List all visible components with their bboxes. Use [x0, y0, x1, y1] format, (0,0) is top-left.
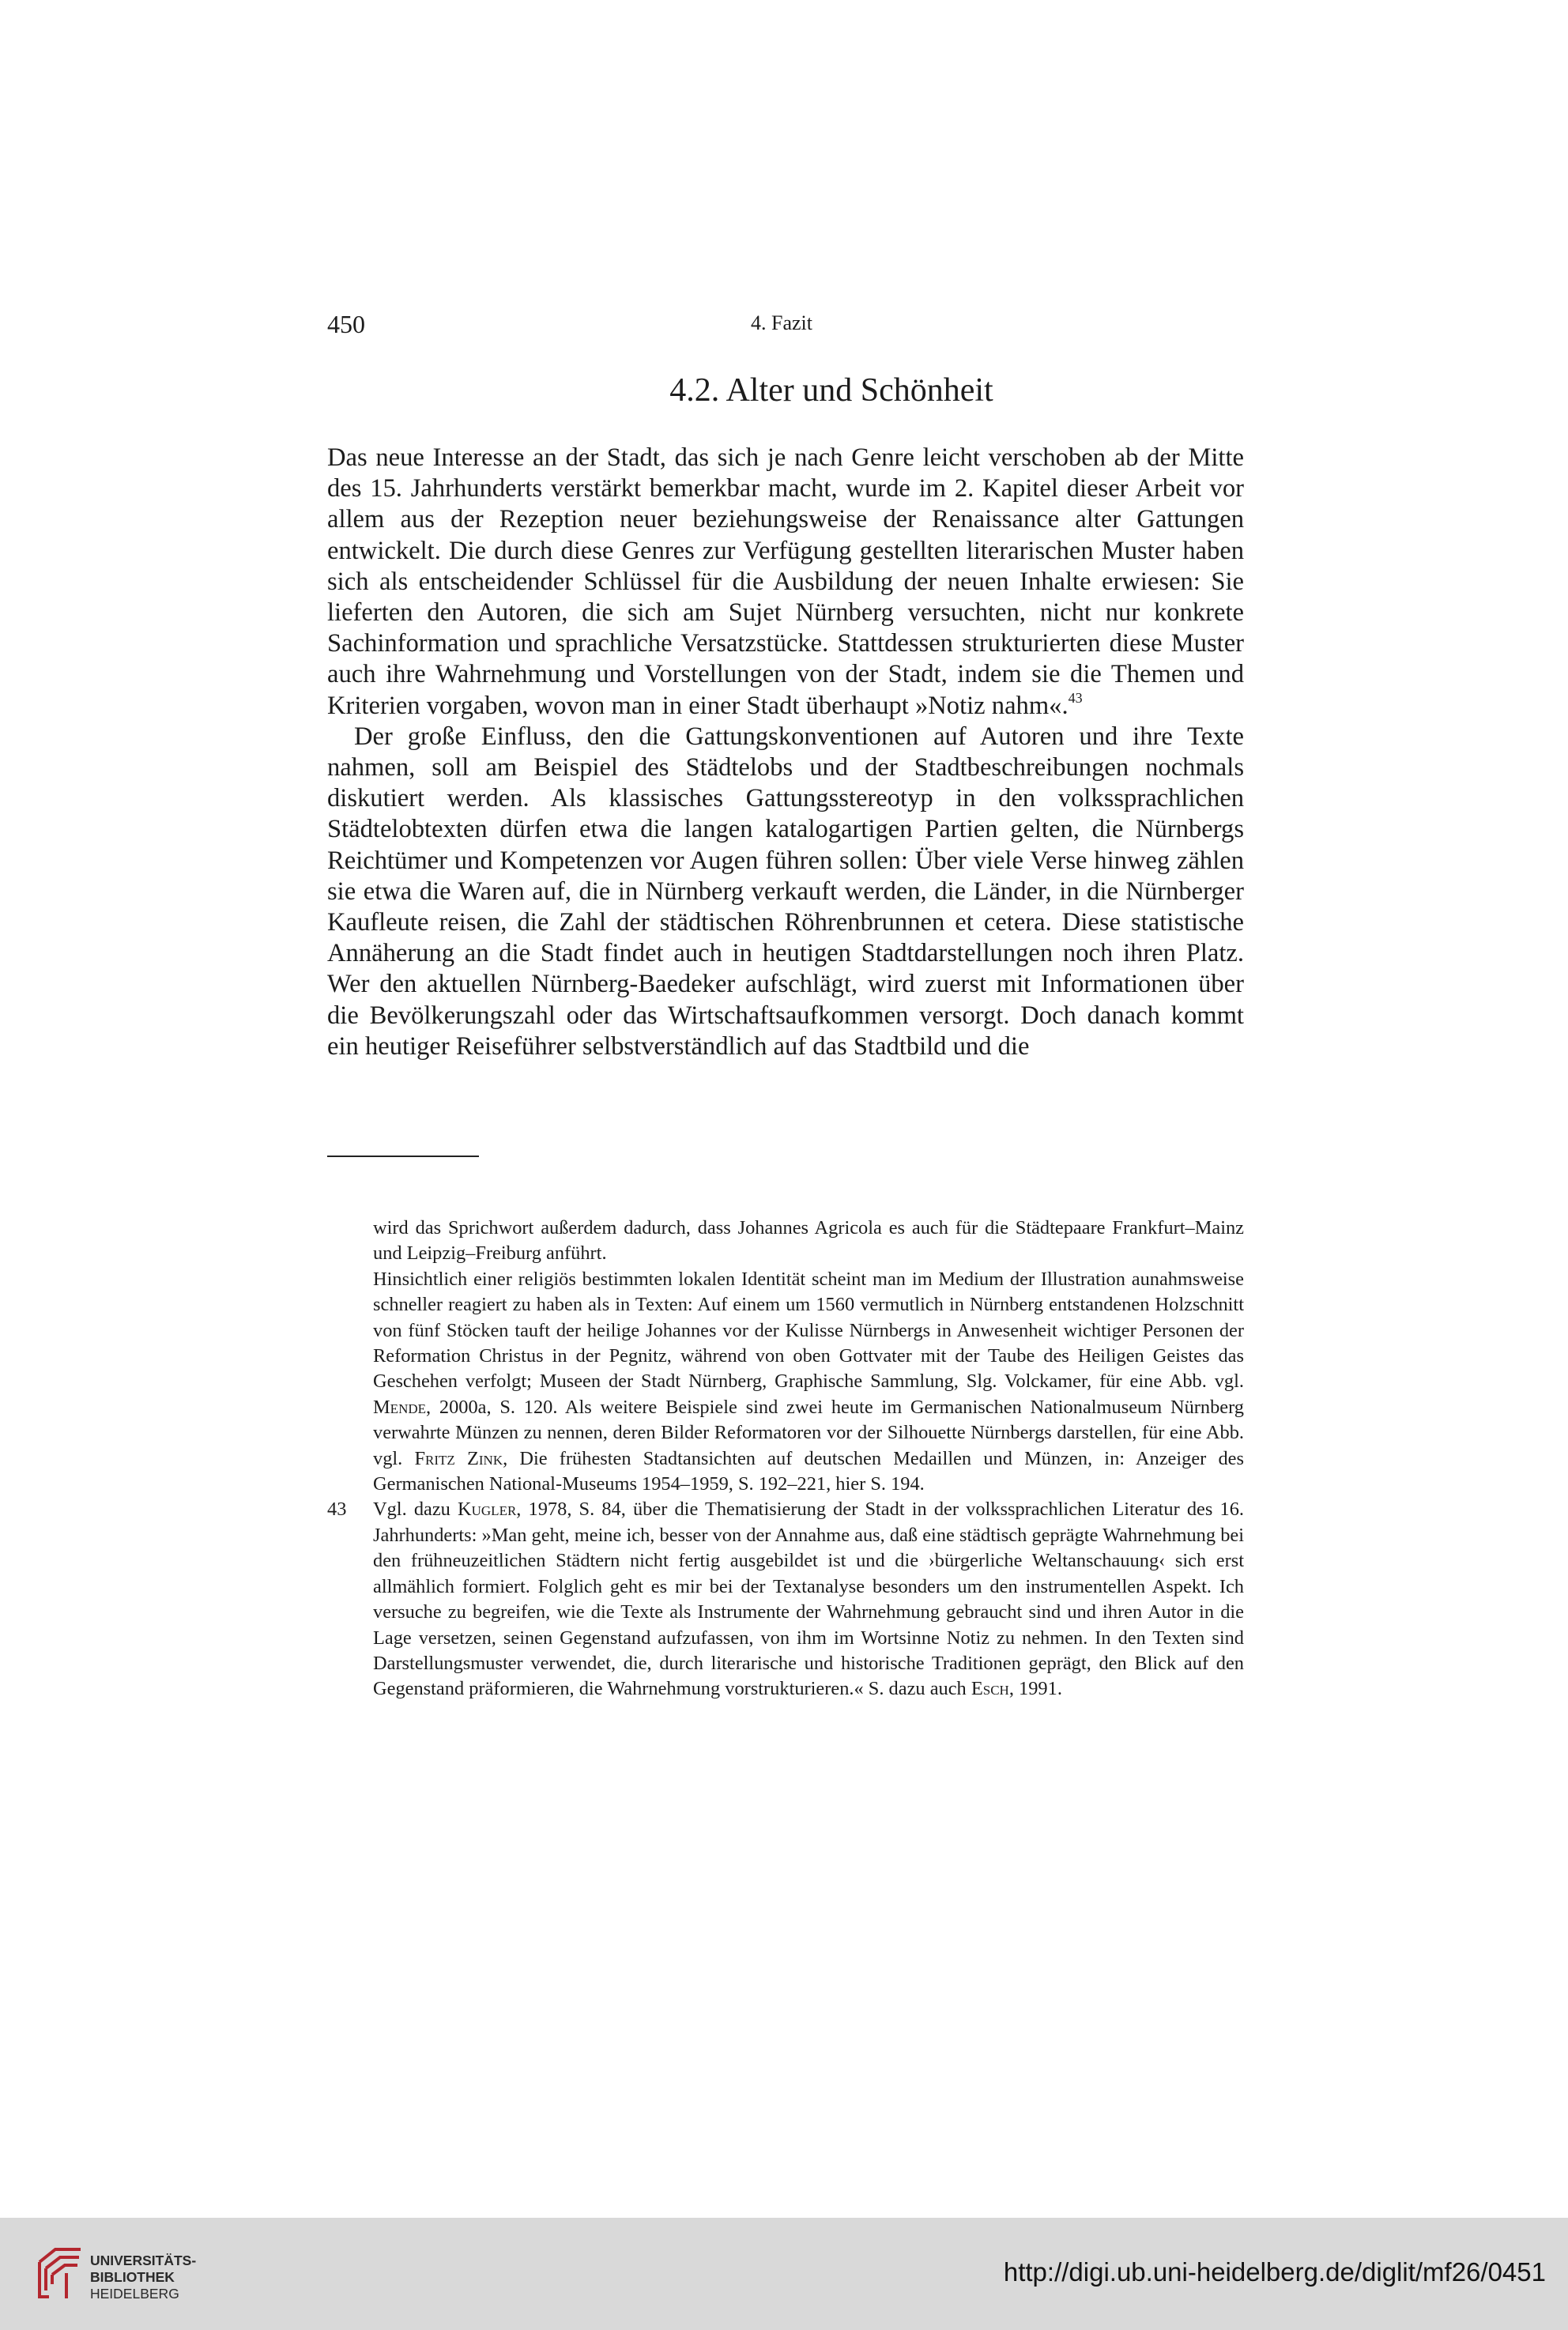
- source-url-link[interactable]: http://digi.ub.uni-heidelberg.de/diglit/mf26/0451: [1003, 2257, 1546, 2287]
- footnote-number: 43: [327, 1499, 347, 1521]
- footnote-divider: [327, 1156, 479, 1157]
- chapter-heading: 4. Fazit: [751, 311, 812, 334]
- footnote-continued-paragraph: [327, 1267, 1244, 1498]
- running-head: [327, 310, 1244, 338]
- footer-bar: [0, 2218, 1568, 2330]
- author-name: Esch: [971, 1678, 1009, 1700]
- paragraph-1-text: Das neue Interesse an der Stadt, das sich je nach Genre leicht verschoben ab der Mitte des 15. Jahrhunderts verstärkt bemerkbar macht, wurde im 2. Kapitel dieser Arbeit vor allem aus der Rezeption neuer beziehungsweise der Renaissance alter Gattungen entwickelt. Die durch diese Genres zur Verfügung gestellten literarischen Muster haben sich als entscheidender Schlüssel für die Ausbildung der neuen Inhalte erwiesen: Sie lieferten den Autoren, die sich am Sujet Nürnberg versuchten, nicht nur konkrete Sachinformation und sprachliche Versatzstücke. Stattdessen strukturierten diese Muster auch ihre Wahrnehmung und Vorstellungen von der Stadt, indem sie die Themen und Kriterien vorgaben, wovon man in einer Stadt überhaupt »Notiz nahm«.: [327, 443, 1244, 720]
- author-name: Fritz Zink: [414, 1447, 503, 1469]
- footnote-text: , 1991.: [1008, 1678, 1062, 1700]
- library-logo-icon: [35, 2245, 85, 2302]
- footnote-43: [327, 1497, 1244, 1702]
- logo-line-2: BIBLIOTHEK: [90, 2269, 175, 2285]
- footnote-text: , Die frühesten Stadtansichten auf deutschen Medaillen und Münzen, in: Anzeiger des Germanischen National-Museums 1954–1959, S. 192–221, hier S. 194.: [373, 1447, 1244, 1495]
- paragraph-2: Der große Einfluss, den die Gattungskonventionen auf Autoren und ihre Texte nahmen, soll am Beispiel des Städtelobs und der Stadtbeschreibungen nochmals diskutiert werden. Als klassisches Gattungsstereotyp in den volkssprachlichen Städtelobtexten dürfen etwa die langen katalogartigen Partien gelten, die Nürnbergs Reichtümer und Kompetenzen vor Augen führen sollen: Über viele Verse hinweg zählen sie etwa die Waren auf, die in Nürnberg verkauft werden, die Länder, in die Nürnberger Kaufleute reisen, die Zahl der städtischen Röhrenbrunnen et cetera. Diese statistische Annäherung an die Stadt findet auch in heutigen Stadtdarstellungen noch ihren Platz. Wer den aktuellen Nürnberg-Baedeker aufschlägt, wird zuerst mit Informationen über die Bevölkerungszahl oder das Wirtschaftsaufkommen versorgt. Doch danach kommt ein heutiger Reiseführer selbstverständlich auf das Stadtbild und die: [327, 722, 1244, 1061]
- author-name: Mende: [373, 1396, 427, 1418]
- footnote-continued: wird das Sprichwort außerdem dadurch, dass Johannes Agricola es auch für die Städtepaare Frankfurt–Mainz und Leipzig–Freiburg anführt.: [373, 1217, 1244, 1265]
- page-number: 450: [327, 310, 365, 338]
- footnote-text: , 2000a, S. 120. Als weitere Beispiele sind zwei heute im Germanischen Nationalmuseum Nürnberg verwahrte Münzen zu nennen, deren Bilder Reformatoren vor der Silhouette Nürnbergs darstellen, für eine Abb. vgl.: [373, 1396, 1244, 1469]
- footnote-text: Vgl. dazu: [373, 1499, 450, 1521]
- library-logo-text: [90, 2253, 196, 2302]
- body-text: [327, 443, 1244, 1062]
- footnote-text: Hinsichtlich einer religiös bestimmten lokalen Identität scheint man im Medium der Illustration aunahmsweise schneller reagiert zu haben als in Texten: Auf einem um 1560 vermutlich in Nürnberg entstandenen Holzschnitt von fünf Stöcken tauft der heilige Johannes vor der Kulisse Nürnbergs in Anwesenheit wichtiger Personen der Reformation Christus in der Pegnitz, während von oben Gottvater mit der Taube des Heiligen Geistes das Geschehen verfolgt; Museen der Stadt Nürnberg, Graphische Sammlung, Slg. Volckamer, für eine Abb. vgl.: [373, 1268, 1244, 1393]
- paragraph-1: [327, 443, 1244, 722]
- logo-line-3: HEIDELBERG: [90, 2286, 179, 2302]
- logo-line-1: UNIVERSITÄTS-: [90, 2253, 197, 2268]
- footnotes: [327, 1216, 1244, 1702]
- footnote-reference[interactable]: 43: [1068, 689, 1083, 706]
- author-name: Kugler: [458, 1499, 517, 1521]
- section-title: 4.2. Alter und Schönheit: [669, 372, 993, 409]
- footnote-text: , 1978, S. 84, über die Thematisierung der Stadt in der volkssprachlichen Literatur des 16. Jahrhunderts: »Man geht, meine ich, besser von der Annahme aus, daß eine städtisch geprägte Wahrnehmung bei den frühneuzeitlichen Städtern nicht fertig ausgebildet ist und die ›bürgerliche Weltanschauung‹ sich erst allmählich formiert. Folglich geht es mir bei der Textanalyse besonders um den instrumentellen Aspekt. Ich versuche zu begreifen, wie die Texte als Instrumente der Wahrnehmung gebraucht sind und ihren Autor in die Lage versetzen, seinen Gegenstand aufzufassen, von ihm im Wortsinne Notiz zu nehmen. In den Texten sind Darstellungsmuster verwendet, die, durch literarische und historische Traditionen geprägt, den Blick auf den Gegenstand präformieren, die Wahrnehmung vorstrukturieren.« S. dazu auch: [373, 1499, 1244, 1700]
